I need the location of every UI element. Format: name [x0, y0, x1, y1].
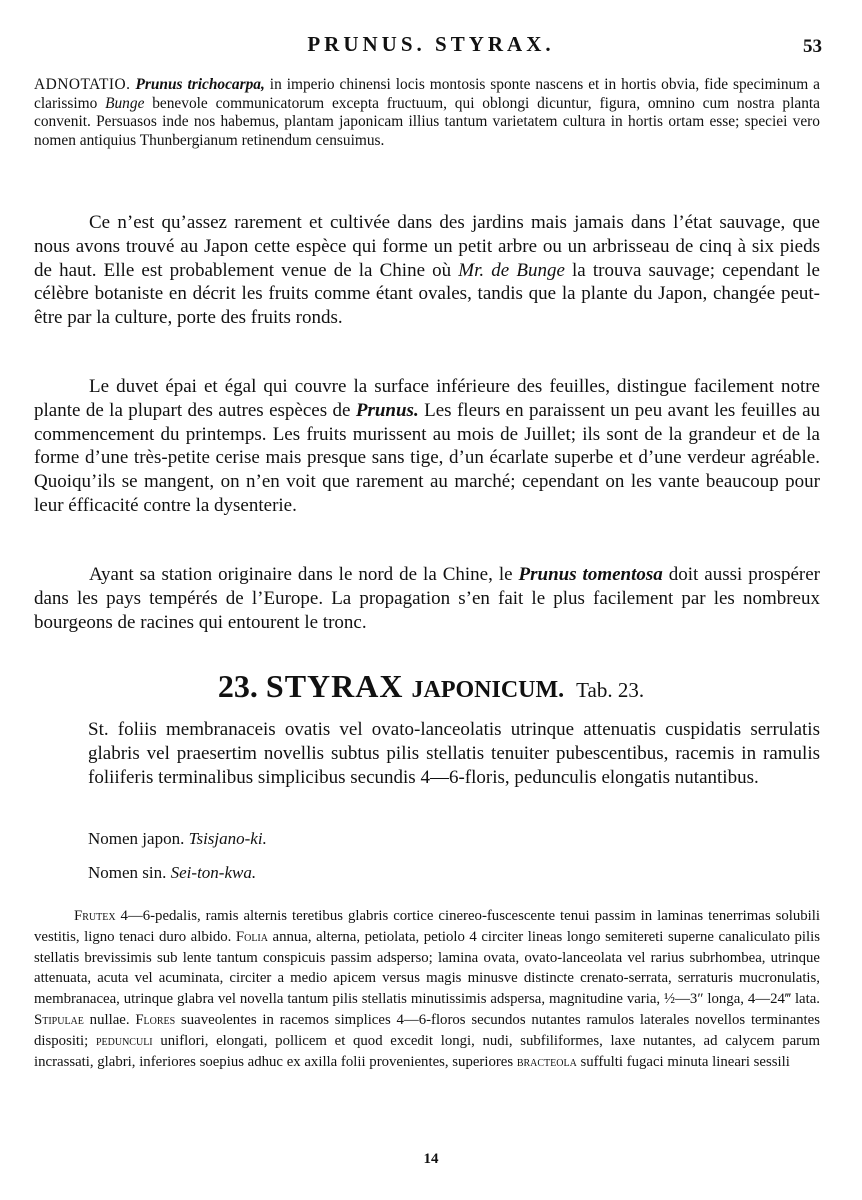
- desc-frutex: Frutex: [74, 908, 116, 924]
- desc-text-5: uniflori, elongati, pollicem et quod excedit longi, nudi, subfiliformes, laxe nutantes, ad calycem parum incrassati, glabri, inferiores soepius adhuc ex axilla folii provenientes, superiores: [34, 1032, 820, 1070]
- french-paragraph-1: [34, 211, 820, 330]
- desc-stipulae: Stipulae: [34, 1011, 84, 1028]
- signature-mark: 14: [423, 1151, 439, 1167]
- desc-text-4: suaveolentes in racemos simplices 4—6-floros secundos nutantes ramulos laterales novellos terminantes dispositi;: [34, 1011, 820, 1049]
- nomen-japon: [88, 829, 267, 849]
- section-heading: [0, 668, 862, 705]
- desc-text-3: nullae.: [83, 1011, 136, 1028]
- nomen-sin-label: Nomen sin.: [88, 863, 167, 882]
- adnotatio-paragraph: [34, 76, 820, 150]
- adnotatio-label: ADNOTATIO.: [34, 76, 131, 93]
- section-genus: STYRAX: [265, 668, 404, 704]
- french-p2-prunus: Prunus.: [355, 399, 419, 421]
- french-p1-mr-bunge: Mr. de Bunge: [458, 259, 565, 281]
- section-number: 23.: [217, 668, 258, 704]
- adnotatio-bunge: Bunge: [105, 94, 145, 112]
- french-p3-text-b: doit aussi prospérer dans les pays tempérés de l’Europe. La propagation s’en fait le plus facilement par les nombreux bourgeons de racines qui entourent le tronc.: [34, 564, 820, 633]
- desc-text-2: annua, alterna, petiolata, petiolo 4 circiter lineas longo semitereti superne canaliculato pilis stellatis brevissimis sub lente tantum conspicuis passim adsperso; lamina ovata, ovato-lanceolata vel rarius subrhombea, utrinque attenuata, acuta vel acuminata, circiter a medio apicem versus magis minusve distincte crenato-serrata, serraturis mucronulatis, membranacea, utrinque glabra vel novella tantum pilis stellatis minutissimis adspersa, magnitudine varia, ½—3″ longa, 4—24‴ lata.: [34, 928, 821, 1008]
- desc-folia: Folia: [235, 928, 268, 945]
- nomen-japon-label: Nomen japon.: [88, 829, 185, 848]
- running-title: PRUNUS. STYRAX.: [307, 32, 555, 56]
- french-paragraph-3: [34, 563, 820, 634]
- nomen-japon-value: Tsisjano-ki.: [188, 829, 267, 848]
- desc-bracteola: bracteola: [516, 1053, 577, 1070]
- diagnosis-paragraph: St. foliis membranaceis ovatis vel ovato-lanceolatis utrinque attenuatis cuspidatis serrulatis glabris vel praesertim novellis subtus pilis stellatis tenuiter pubescentibus, racemis in ramulis foliiferis terminalibus simplicibus secundis 4—6-floris, pedunculis elongatis nutantibus.: [88, 719, 820, 788]
- section-tab: Tab. 23.: [576, 678, 645, 702]
- desc-text-6: suffulti fugaci minuta lineari sessili: [576, 1053, 790, 1070]
- desc-pedunculi: pedunculi: [95, 1032, 153, 1049]
- adnotatio-species: Prunus trichocarpa,: [135, 76, 265, 93]
- adnotatio-text-2: benevole communicatorum excepta fructuum, qui oblongi dicuntur, figura, omnino cum nostra planta convenit. Persuasos inde nos habemus, plantam japonicam illius tantum varietatem cultura in hortis ortam esse; speciei vero nomen antiquius Thunbergianum retinendum censuimus.: [34, 94, 821, 149]
- desc-flores: Flores: [135, 1011, 176, 1028]
- nomen-sin: [88, 863, 256, 883]
- nomen-sin-value: Sei-ton-kwa.: [170, 863, 257, 882]
- french-paragraph-2: [34, 375, 820, 518]
- french-p3-species: Prunus tomentosa: [518, 564, 663, 585]
- french-p3-text-a: Ayant sa station originaire dans le nord de la Chine, le: [89, 564, 519, 585]
- french-p2-text-a: Le duvet épai et égal qui couvre la surface inférieure des feuilles, distingue facilement notre plante de la plupart des autres espèces de: [34, 376, 820, 421]
- page-number: 53: [803, 36, 822, 57]
- section-epithet: JAPONICUM.: [411, 677, 565, 703]
- description-paragraph: [34, 906, 820, 1072]
- french-p1-text-a: Ce n’est qu’assez rarement et cultivée dans des jardins mais jamais dans l’état sauvage, que nous avons trouvé au Japon cette espèce qui forme un petit arbre ou un arbrisseau de cinq à six pieds de haut. Elle est probablement venue de la Chine où: [34, 212, 820, 281]
- desc-text-1: 4—6-pedalis, ramis alternis teretibus glabris cortice cinereo-fuscescente tenui passim in laminas tenerrimas solubili vestitis, ligno tenaci duro albido.: [34, 908, 820, 945]
- french-p2-text-b: Les fleurs en paraissent un peu avant les feuilles au commencement du printemps. Les fruits murissent au mois de Juillet; ils sont de la grandeur et de la forme d’une très-petite cerise mais presque sans tige, d’un écarlate superbe et d’une verdeur agréable. Quoiqu’ils se mangent, on n’en voit que rarement au marché; cependant on les vante beaucoup pour leur éfficacité contre la dysenterie.: [34, 399, 820, 516]
- adnotatio-text-1: in imperio chinensi locis montosis sponte nascens et in hortis obvia, fide speciminum a clarissimo: [34, 76, 820, 112]
- french-p1-text-b: la trouva sauvage; cependant le célèbre botaniste en décrit les fruits comme étant ovales, tandis que la plante du Japon, changée peut-être par la culture, porte des fruits ronds.: [34, 259, 820, 329]
